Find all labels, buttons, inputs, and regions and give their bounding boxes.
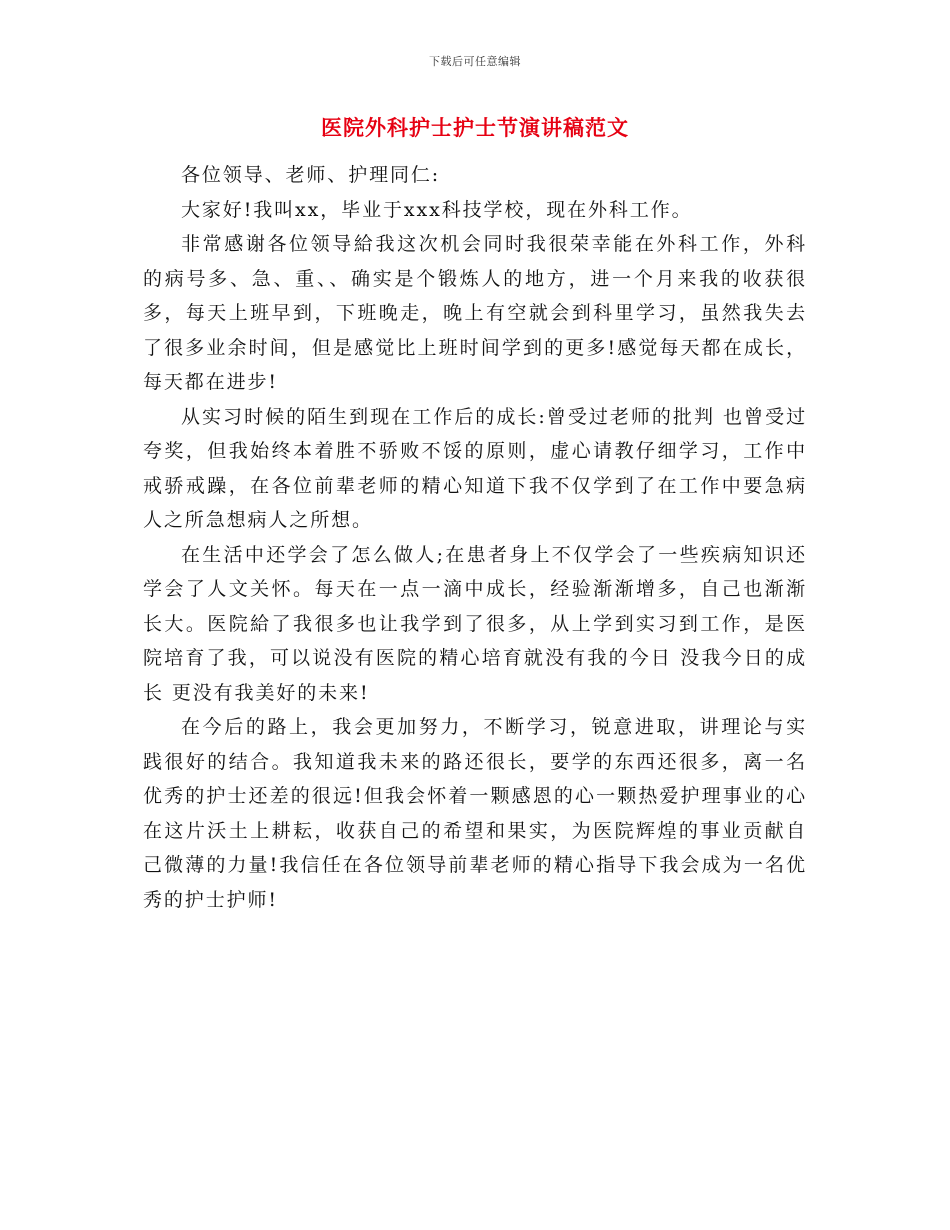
- body-paragraph: 从实习时候的陌生到现在工作后的成长:曾受过老师的批判 也曾受过夸奖，但我始终本着胜不骄败不馁的原则，虚心请教仔细学习，工作中戒骄戒躁，在各位前辈老师的精心知道下我不仅学到了在工作中要急病人之所急想病人之所想。: [143, 405, 807, 531]
- header-note: 下载后可任意编辑: [429, 55, 521, 68]
- body-paragraph: 非常感谢各位领导給我这次机会同时我很荣幸能在外科工作，外科的病号多、急、重、、确实是个锻炼人的地方，进一个月来我的收获很多，每天上班早到，下班晚走，晚上有空就会到科里学习，虽然我失去了很多业余时间，但是感觉比上班时间学到的更多!感觉每天都在成长，每天都在进步!: [143, 233, 807, 393]
- document-title: 医院外科护士护士节演讲稿范文: [321, 115, 629, 140]
- document-body: [143, 158, 807, 917]
- greeting-paragraph: 大家好!我叫xx，毕业于xxx科技学校，现在外科工作。: [181, 198, 693, 221]
- salutation-paragraph: 各位领导、老师、护理同仁:: [181, 164, 441, 186]
- body-paragraph: 在今后的路上，我会更加努力，不断学习，锐意进取，讲理论与实践很好的结合。我知道我未来的路还很长，要学的东西还很多，离一名优秀的护士还差的很远!但我会怀着一颗感恩的心一颗热爱护理事业的心在这片沃土上耕耘，收获自己的希望和果实，为医院辉煌的事业贡献自己微薄的力量!我信任在各位领导前辈老师的精心指导下我会成为一名优秀的护士护师!: [143, 716, 807, 911]
- body-paragraph: 在生活中还学会了怎么做人;在患者身上不仅学会了一些疾病知识还学会了人文关怀。每天在一点一滴中成长，经验渐渐增多，自己也渐渐长大。医院給了我很多也让我学到了很多，从上学到实习到工作，是医院培育了我，可以说没有医院的精心培育就没有我的今日 没我今日的成长 更没有我美好的未来!: [143, 543, 807, 704]
